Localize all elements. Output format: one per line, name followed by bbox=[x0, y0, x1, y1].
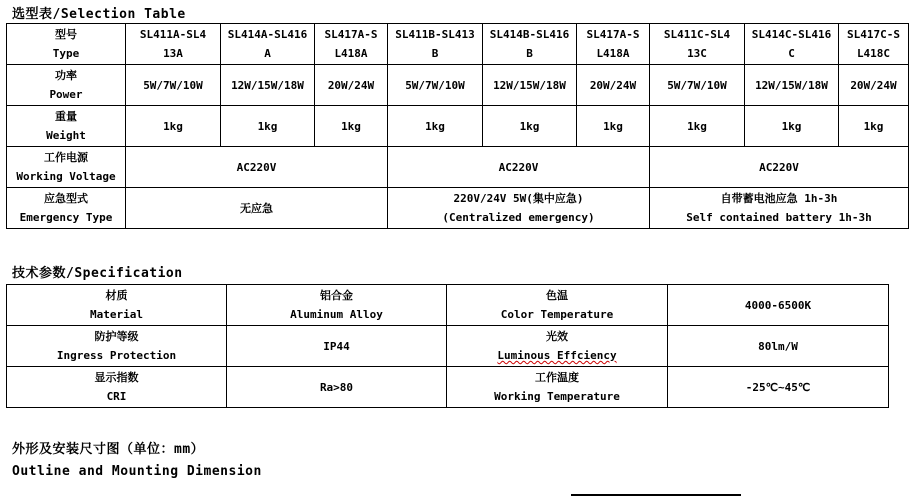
outline-heading-en: Outline and Mounting Dimension bbox=[12, 464, 262, 479]
spec-label: 显示指数 CRI bbox=[7, 367, 227, 408]
spec-label: 色温 Color Temperature bbox=[447, 285, 668, 326]
type-cell: SL411A-SL4 13A bbox=[126, 24, 221, 65]
spec-row bbox=[7, 367, 889, 408]
spec-value: Ra>80 bbox=[227, 367, 447, 408]
voltage-cell: AC220V bbox=[650, 147, 909, 188]
power-cell: 5W/7W/10W bbox=[126, 65, 221, 106]
voltage-label: 工作电源 Working Voltage bbox=[7, 147, 126, 188]
type-cell: SL414B-SL416 B bbox=[483, 24, 577, 65]
type-cell: SL414A-SL416 A bbox=[221, 24, 315, 65]
spec-row bbox=[7, 326, 889, 367]
weight-cell: 1kg bbox=[745, 106, 839, 147]
spec-value: -25℃~45℃ bbox=[668, 367, 889, 408]
spec-row bbox=[7, 285, 889, 326]
weight-cell: 1kg bbox=[388, 106, 483, 147]
voltage-cell: AC220V bbox=[126, 147, 388, 188]
weight-cell: 1kg bbox=[221, 106, 315, 147]
emergency-label: 应急型式 Emergency Type bbox=[7, 188, 126, 229]
type-label: 型号 Type bbox=[7, 24, 126, 65]
drawing-edge bbox=[571, 494, 741, 496]
weight-cell: 1kg bbox=[315, 106, 388, 147]
emergency-row bbox=[7, 188, 909, 229]
power-cell: 12W/15W/18W bbox=[221, 65, 315, 106]
power-label: 功率 Power bbox=[7, 65, 126, 106]
weight-cell: 1kg bbox=[483, 106, 577, 147]
emergency-cell: 220V/24V 5W(集中应急) (Centralized emergency) bbox=[388, 188, 650, 229]
weight-row bbox=[7, 106, 909, 147]
type-cell: SL411C-SL4 13C bbox=[650, 24, 745, 65]
type-cell: SL417C-S L418C bbox=[839, 24, 909, 65]
voltage-cell: AC220V bbox=[388, 147, 650, 188]
type-cell: SL411B-SL413 B bbox=[388, 24, 483, 65]
spec-label: 防护等级 Ingress Protection bbox=[7, 326, 227, 367]
power-cell: 12W/15W/18W bbox=[745, 65, 839, 106]
voltage-row bbox=[7, 147, 909, 188]
spec-label: 工作温度 Working Temperature bbox=[447, 367, 668, 408]
selection-table-heading: 选型表/Selection Table bbox=[12, 7, 186, 22]
specification-heading: 技术参数/Specification bbox=[12, 266, 183, 281]
power-cell: 5W/7W/10W bbox=[388, 65, 483, 106]
power-cell: 20W/24W bbox=[577, 65, 650, 106]
emergency-cell: 自带蓄电池应急 1h-3h Self contained battery 1h-3h bbox=[650, 188, 909, 229]
type-cell: SL414C-SL416 C bbox=[745, 24, 839, 65]
power-cell: 12W/15W/18W bbox=[483, 65, 577, 106]
power-row bbox=[7, 65, 909, 106]
spec-value: 80lm/W bbox=[668, 326, 889, 367]
power-cell: 20W/24W bbox=[839, 65, 909, 106]
spec-value: 铝合金 Aluminum Alloy bbox=[227, 285, 447, 326]
weight-cell: 1kg bbox=[650, 106, 745, 147]
type-cell: SL417A-S L418A bbox=[315, 24, 388, 65]
weight-label: 重量 Weight bbox=[7, 106, 126, 147]
spec-label: 光效 Luminous Effciency bbox=[447, 326, 668, 367]
type-row bbox=[7, 24, 909, 65]
type-cell: SL417A-S L418A bbox=[577, 24, 650, 65]
specification-table bbox=[6, 284, 889, 408]
power-cell: 5W/7W/10W bbox=[650, 65, 745, 106]
emergency-cell: 无应急 bbox=[126, 188, 388, 229]
weight-cell: 1kg bbox=[839, 106, 909, 147]
selection-table bbox=[6, 23, 909, 229]
weight-cell: 1kg bbox=[577, 106, 650, 147]
weight-cell: 1kg bbox=[126, 106, 221, 147]
spec-value: IP44 bbox=[227, 326, 447, 367]
spec-label: 材质 Material bbox=[7, 285, 227, 326]
power-cell: 20W/24W bbox=[315, 65, 388, 106]
spec-value: 4000-6500K bbox=[668, 285, 889, 326]
outline-heading-cn: 外形及安装尺寸图（单位：mm） bbox=[12, 442, 205, 457]
